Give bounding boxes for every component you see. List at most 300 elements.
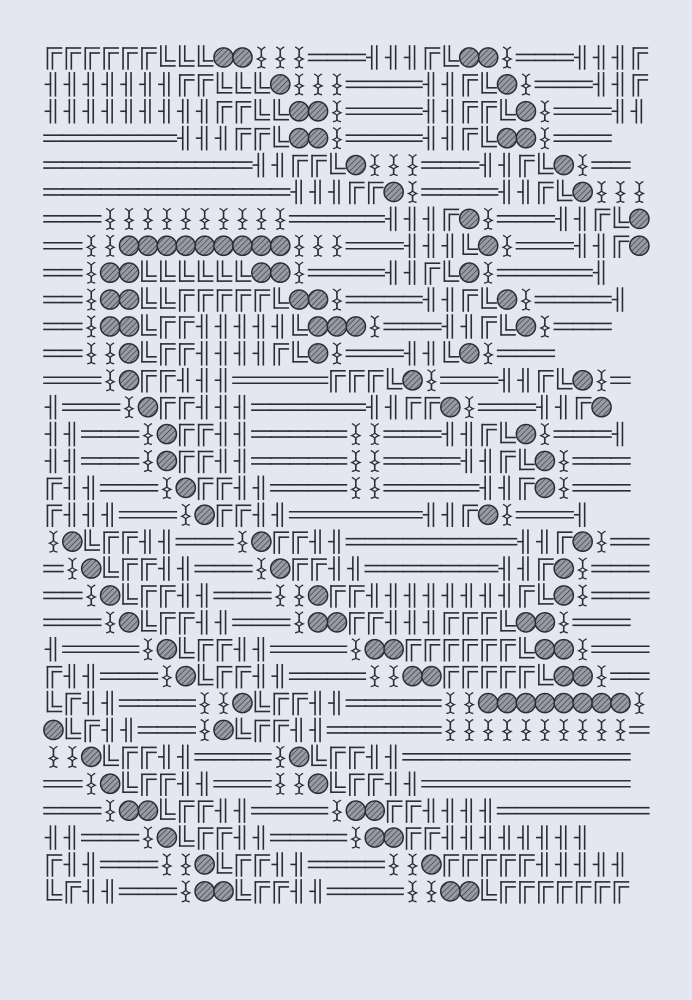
double-vertical-glyph bbox=[178, 584, 188, 607]
helix-glyph bbox=[163, 666, 171, 687]
double-horizontal-glyph bbox=[422, 781, 441, 787]
helix-glyph bbox=[201, 208, 209, 229]
double-horizontal-glyph bbox=[535, 243, 554, 249]
double-vertical-glyph bbox=[45, 450, 55, 473]
double-horizontal-glyph bbox=[195, 754, 214, 760]
hatched-disc-glyph bbox=[82, 747, 101, 766]
hatched-disc-glyph bbox=[573, 371, 592, 390]
double-horizontal-glyph bbox=[63, 270, 82, 276]
corner-top-left-glyph bbox=[350, 747, 364, 768]
corner-top-left-glyph bbox=[482, 855, 496, 876]
double-horizontal-glyph bbox=[233, 189, 252, 195]
double-vertical-glyph bbox=[499, 181, 509, 204]
hatched-disc-glyph bbox=[214, 882, 233, 901]
double-horizontal-glyph bbox=[384, 700, 403, 706]
corner-top-left-glyph bbox=[425, 398, 439, 419]
hatched-disc-glyph bbox=[195, 882, 214, 901]
double-horizontal-glyph bbox=[176, 162, 195, 168]
corner-top-left-glyph bbox=[274, 721, 288, 742]
helix-glyph bbox=[144, 451, 152, 472]
double-horizontal-glyph bbox=[460, 162, 479, 168]
double-vertical-glyph bbox=[442, 100, 452, 123]
hatched-disc-glyph bbox=[195, 236, 214, 255]
double-horizontal-glyph bbox=[120, 673, 139, 679]
corner-top-left-glyph bbox=[236, 102, 250, 123]
corner-top-left-glyph bbox=[539, 882, 553, 903]
double-horizontal-glyph bbox=[554, 808, 573, 814]
double-vertical-glyph bbox=[594, 73, 604, 96]
corner-top-left-glyph bbox=[180, 452, 194, 473]
corner-bottom-left-glyph bbox=[104, 557, 118, 577]
double-horizontal-glyph bbox=[422, 458, 441, 464]
corner-top-left-glyph bbox=[274, 532, 288, 553]
double-vertical-glyph bbox=[197, 315, 207, 338]
double-horizontal-glyph bbox=[384, 135, 403, 141]
double-horizontal-glyph bbox=[630, 646, 649, 652]
double-horizontal-glyph bbox=[101, 646, 120, 652]
double-horizontal-glyph bbox=[573, 619, 592, 625]
hatched-disc-glyph bbox=[119, 263, 138, 282]
hatched-disc-glyph bbox=[233, 693, 252, 712]
corner-bottom-left-glyph bbox=[104, 745, 118, 765]
double-vertical-glyph bbox=[45, 423, 55, 446]
double-vertical-glyph bbox=[423, 342, 433, 365]
corner-top-left-glyph bbox=[463, 640, 477, 661]
hatched-disc-glyph bbox=[290, 747, 309, 766]
double-horizontal-glyph bbox=[441, 458, 460, 464]
hatched-disc-glyph bbox=[138, 236, 157, 255]
double-vertical-glyph bbox=[537, 530, 547, 553]
double-vertical-glyph bbox=[64, 826, 74, 849]
double-horizontal-glyph bbox=[554, 81, 573, 87]
double-vertical-glyph bbox=[310, 692, 320, 715]
corner-bottom-left-glyph bbox=[123, 772, 137, 792]
corner-top-left-glyph bbox=[199, 478, 213, 499]
double-horizontal-glyph bbox=[101, 861, 120, 867]
double-horizontal-glyph bbox=[346, 350, 365, 356]
helix-glyph bbox=[295, 612, 303, 633]
double-horizontal-glyph bbox=[82, 835, 101, 841]
double-horizontal-glyph bbox=[611, 619, 630, 625]
double-vertical-glyph bbox=[159, 100, 169, 123]
corner-top-left-glyph bbox=[255, 882, 269, 903]
hatched-disc-glyph bbox=[290, 102, 309, 121]
double-horizontal-glyph bbox=[120, 861, 139, 867]
corner-top-left-glyph bbox=[577, 398, 591, 419]
corner-top-left-glyph bbox=[425, 640, 439, 661]
double-horizontal-glyph bbox=[346, 297, 365, 303]
double-horizontal-glyph bbox=[139, 512, 158, 518]
corner-top-left-glyph bbox=[520, 586, 534, 607]
double-horizontal-glyph bbox=[101, 458, 120, 464]
hatched-disc-glyph bbox=[573, 693, 592, 712]
helix-glyph bbox=[371, 155, 379, 176]
double-horizontal-glyph bbox=[139, 888, 158, 894]
corner-bottom-left-glyph bbox=[331, 154, 345, 174]
helix-glyph bbox=[579, 720, 587, 741]
double-horizontal-glyph bbox=[573, 135, 592, 141]
double-vertical-glyph bbox=[45, 73, 55, 96]
corner-top-left-glyph bbox=[180, 425, 194, 446]
double-vertical-glyph bbox=[556, 207, 566, 230]
helix-glyph bbox=[427, 370, 435, 391]
double-horizontal-glyph bbox=[422, 189, 441, 195]
double-vertical-glyph bbox=[253, 315, 263, 338]
double-vertical-glyph bbox=[253, 826, 263, 849]
double-horizontal-glyph bbox=[403, 512, 422, 518]
double-vertical-glyph bbox=[197, 611, 207, 634]
hatched-disc-glyph bbox=[365, 828, 384, 847]
double-vertical-glyph bbox=[234, 450, 244, 473]
double-vertical-glyph bbox=[83, 503, 93, 526]
double-horizontal-glyph bbox=[592, 297, 611, 303]
double-horizontal-glyph bbox=[592, 108, 611, 114]
corner-top-left-glyph bbox=[463, 290, 477, 311]
double-horizontal-glyph bbox=[290, 431, 309, 437]
double-vertical-glyph bbox=[197, 584, 207, 607]
double-vertical-glyph bbox=[480, 584, 490, 607]
corner-bottom-left-glyph bbox=[236, 880, 250, 900]
corner-top-left-glyph bbox=[66, 694, 80, 715]
double-vertical-glyph bbox=[423, 799, 433, 822]
double-vertical-glyph bbox=[64, 423, 74, 446]
double-horizontal-glyph bbox=[611, 458, 630, 464]
double-horizontal-glyph bbox=[82, 189, 101, 195]
double-horizontal-glyph bbox=[384, 108, 403, 114]
corner-top-left-glyph bbox=[85, 721, 99, 742]
corner-bottom-left-glyph bbox=[444, 46, 458, 66]
double-vertical-glyph bbox=[348, 557, 358, 580]
double-vertical-glyph bbox=[121, 73, 131, 96]
hatched-disc-glyph bbox=[308, 129, 327, 148]
double-horizontal-glyph bbox=[573, 431, 592, 437]
double-horizontal-glyph bbox=[517, 54, 536, 60]
double-vertical-glyph bbox=[405, 261, 415, 284]
hatched-disc-glyph bbox=[554, 586, 573, 605]
double-horizontal-glyph bbox=[139, 727, 158, 733]
helix-glyph bbox=[522, 720, 530, 741]
double-vertical-glyph bbox=[45, 638, 55, 661]
corner-top-left-glyph bbox=[142, 747, 156, 768]
double-horizontal-glyph bbox=[328, 835, 347, 841]
helix-glyph bbox=[333, 235, 341, 256]
corner-bottom-left-glyph bbox=[274, 288, 288, 308]
corner-top-left-glyph bbox=[482, 425, 496, 446]
corner-top-left-glyph bbox=[520, 855, 534, 876]
double-vertical-glyph bbox=[272, 315, 282, 338]
helix-glyph bbox=[390, 666, 398, 687]
double-horizontal-glyph bbox=[44, 781, 63, 787]
double-vertical-glyph bbox=[423, 73, 433, 96]
double-horizontal-glyph bbox=[630, 566, 649, 572]
corner-top-left-glyph bbox=[142, 586, 156, 607]
double-vertical-glyph bbox=[480, 799, 490, 822]
double-horizontal-glyph bbox=[290, 512, 309, 518]
corner-top-left-glyph bbox=[463, 613, 477, 634]
double-vertical-glyph bbox=[197, 369, 207, 392]
hatched-disc-glyph bbox=[308, 586, 327, 605]
corner-top-left-glyph bbox=[558, 532, 572, 553]
double-horizontal-glyph bbox=[403, 108, 422, 114]
double-horizontal-glyph bbox=[309, 404, 328, 410]
helix-glyph bbox=[503, 720, 511, 741]
double-horizontal-glyph bbox=[120, 189, 139, 195]
double-horizontal-glyph bbox=[517, 808, 536, 814]
double-vertical-glyph bbox=[423, 503, 433, 526]
double-horizontal-glyph bbox=[214, 189, 233, 195]
corner-top-left-glyph bbox=[218, 102, 232, 123]
double-vertical-glyph bbox=[442, 423, 452, 446]
double-horizontal-glyph bbox=[346, 54, 365, 60]
double-horizontal-glyph bbox=[403, 297, 422, 303]
corner-top-left-glyph bbox=[47, 478, 61, 499]
double-horizontal-glyph bbox=[82, 135, 101, 141]
corner-top-left-glyph bbox=[123, 747, 137, 768]
double-horizontal-glyph bbox=[195, 566, 214, 572]
helix-glyph bbox=[333, 343, 341, 364]
double-vertical-glyph bbox=[197, 396, 207, 419]
corner-top-left-glyph bbox=[350, 183, 364, 204]
double-horizontal-glyph bbox=[479, 754, 498, 760]
helix-glyph bbox=[295, 47, 303, 68]
double-horizontal-glyph bbox=[517, 781, 536, 787]
helix-glyph bbox=[409, 182, 417, 203]
corner-top-left-glyph bbox=[369, 613, 383, 634]
corner-top-left-glyph bbox=[407, 801, 421, 822]
helix-glyph bbox=[371, 666, 379, 687]
double-horizontal-glyph bbox=[611, 377, 630, 383]
corner-top-left-glyph bbox=[85, 48, 99, 69]
double-horizontal-glyph bbox=[63, 323, 82, 329]
hatched-disc-glyph bbox=[233, 48, 252, 67]
double-vertical-glyph bbox=[64, 100, 74, 123]
double-vertical-glyph bbox=[594, 853, 604, 876]
double-horizontal-glyph bbox=[592, 431, 611, 437]
hatched-disc-glyph bbox=[573, 182, 592, 201]
hatched-disc-glyph bbox=[346, 801, 365, 820]
corner-top-left-glyph bbox=[350, 586, 364, 607]
hatched-disc-glyph bbox=[214, 48, 233, 67]
double-vertical-glyph bbox=[178, 100, 188, 123]
hatched-disc-glyph bbox=[630, 236, 649, 255]
helix-glyph bbox=[106, 343, 114, 364]
double-horizontal-glyph bbox=[441, 485, 460, 491]
corner-top-left-glyph bbox=[47, 48, 61, 69]
double-vertical-glyph bbox=[461, 450, 471, 473]
corner-top-left-glyph bbox=[501, 452, 515, 473]
double-horizontal-glyph bbox=[328, 458, 347, 464]
helix-glyph bbox=[352, 827, 360, 848]
corner-top-left-glyph bbox=[199, 452, 213, 473]
hatched-disc-glyph bbox=[308, 613, 327, 632]
helix-glyph bbox=[579, 155, 587, 176]
helix-glyph bbox=[125, 397, 133, 418]
helix-glyph bbox=[144, 639, 152, 660]
corner-top-left-glyph bbox=[633, 48, 647, 69]
helix-glyph bbox=[295, 235, 303, 256]
double-horizontal-glyph bbox=[592, 808, 611, 814]
double-horizontal-glyph bbox=[630, 808, 649, 814]
corner-bottom-left-glyph bbox=[180, 46, 194, 66]
double-vertical-glyph bbox=[216, 423, 226, 446]
hatched-disc-glyph bbox=[327, 613, 346, 632]
double-horizontal-glyph bbox=[120, 135, 139, 141]
hatched-disc-glyph bbox=[119, 613, 138, 632]
hatched-disc-glyph bbox=[308, 344, 327, 363]
double-horizontal-glyph bbox=[422, 727, 441, 733]
double-horizontal-glyph bbox=[573, 754, 592, 760]
double-horizontal-glyph bbox=[120, 485, 139, 491]
double-horizontal-glyph bbox=[44, 297, 63, 303]
double-horizontal-glyph bbox=[422, 485, 441, 491]
double-horizontal-glyph bbox=[82, 458, 101, 464]
helix-glyph bbox=[446, 720, 454, 741]
double-horizontal-glyph bbox=[290, 458, 309, 464]
double-horizontal-glyph bbox=[517, 754, 536, 760]
helix-glyph bbox=[465, 693, 473, 714]
helix-glyph bbox=[560, 612, 568, 633]
double-vertical-glyph bbox=[234, 315, 244, 338]
hatched-disc-glyph bbox=[592, 693, 611, 712]
corner-bottom-left-glyph bbox=[444, 342, 458, 362]
corner-top-left-glyph bbox=[255, 290, 269, 311]
corner-top-left-glyph bbox=[218, 478, 232, 499]
double-horizontal-glyph bbox=[271, 808, 290, 814]
double-horizontal-glyph bbox=[82, 619, 101, 625]
helix-glyph bbox=[579, 639, 587, 660]
hatched-disc-glyph bbox=[101, 774, 120, 793]
double-horizontal-glyph bbox=[592, 485, 611, 491]
hatched-disc-glyph bbox=[101, 290, 120, 309]
corner-top-left-glyph bbox=[199, 640, 213, 661]
double-horizontal-glyph bbox=[44, 377, 63, 383]
double-vertical-glyph bbox=[386, 46, 396, 69]
double-vertical-glyph bbox=[253, 503, 263, 526]
double-vertical-glyph bbox=[45, 396, 55, 419]
hatched-disc-glyph bbox=[554, 693, 573, 712]
double-horizontal-glyph bbox=[422, 431, 441, 437]
double-horizontal-glyph bbox=[535, 297, 554, 303]
double-vertical-glyph bbox=[386, 772, 396, 795]
double-vertical-glyph bbox=[45, 826, 55, 849]
double-vertical-glyph bbox=[575, 826, 585, 849]
double-horizontal-glyph bbox=[554, 512, 573, 518]
double-horizontal-glyph bbox=[384, 566, 403, 572]
double-horizontal-glyph bbox=[139, 861, 158, 867]
double-vertical-glyph bbox=[102, 73, 112, 96]
double-horizontal-glyph bbox=[120, 458, 139, 464]
double-horizontal-glyph bbox=[630, 592, 649, 598]
double-vertical-glyph bbox=[140, 73, 150, 96]
double-vertical-glyph bbox=[329, 181, 339, 204]
corner-bottom-left-glyph bbox=[142, 315, 156, 335]
double-vertical-glyph bbox=[480, 154, 490, 177]
hatched-disc-glyph bbox=[441, 882, 460, 901]
double-horizontal-glyph bbox=[479, 377, 498, 383]
double-vertical-glyph bbox=[537, 826, 547, 849]
double-vertical-glyph bbox=[216, 396, 226, 419]
helix-glyph bbox=[295, 773, 303, 794]
double-vertical-glyph bbox=[83, 665, 93, 688]
double-vertical-glyph bbox=[575, 503, 585, 526]
double-horizontal-glyph bbox=[384, 539, 403, 545]
double-horizontal-glyph bbox=[233, 619, 252, 625]
double-horizontal-glyph bbox=[384, 297, 403, 303]
double-vertical-glyph bbox=[159, 530, 169, 553]
corner-bottom-left-glyph bbox=[255, 692, 269, 712]
double-horizontal-glyph bbox=[176, 539, 195, 545]
double-horizontal-glyph bbox=[346, 243, 365, 249]
double-horizontal-glyph bbox=[498, 754, 517, 760]
double-horizontal-glyph bbox=[592, 162, 611, 168]
hatched-disc-glyph bbox=[497, 290, 516, 309]
double-horizontal-glyph bbox=[63, 243, 82, 249]
hatched-disc-glyph bbox=[441, 398, 460, 417]
corner-top-left-glyph bbox=[274, 344, 288, 365]
double-vertical-glyph bbox=[594, 234, 604, 257]
double-horizontal-glyph bbox=[328, 861, 347, 867]
helix-glyph bbox=[390, 155, 398, 176]
double-horizontal-glyph bbox=[573, 808, 592, 814]
helix-glyph bbox=[87, 343, 95, 364]
double-vertical-glyph bbox=[216, 611, 226, 634]
helix-glyph bbox=[106, 612, 114, 633]
helix-glyph bbox=[220, 208, 228, 229]
hatched-disc-glyph bbox=[479, 236, 498, 255]
corner-bottom-left-glyph bbox=[558, 181, 572, 201]
corner-top-left-glyph bbox=[350, 774, 364, 795]
helix-glyph bbox=[276, 773, 284, 794]
double-horizontal-glyph bbox=[214, 566, 233, 572]
double-vertical-glyph bbox=[575, 207, 585, 230]
helix-glyph bbox=[541, 424, 549, 445]
double-vertical-glyph bbox=[518, 826, 528, 849]
double-horizontal-glyph bbox=[365, 539, 384, 545]
corner-top-left-glyph bbox=[218, 640, 232, 661]
double-vertical-glyph bbox=[461, 799, 471, 822]
corner-top-left-glyph bbox=[236, 855, 250, 876]
hatched-disc-glyph bbox=[138, 398, 157, 417]
double-vertical-glyph bbox=[367, 396, 377, 419]
hatched-disc-glyph bbox=[516, 613, 535, 632]
double-vertical-glyph bbox=[102, 100, 112, 123]
corner-top-left-glyph bbox=[539, 371, 553, 392]
double-horizontal-glyph bbox=[384, 458, 403, 464]
double-horizontal-glyph bbox=[630, 539, 649, 545]
corner-top-left-glyph bbox=[444, 613, 458, 634]
double-horizontal-glyph bbox=[176, 189, 195, 195]
corner-top-left-glyph bbox=[425, 828, 439, 849]
helix-glyph bbox=[144, 424, 152, 445]
double-horizontal-glyph bbox=[328, 54, 347, 60]
hatched-disc-glyph bbox=[535, 613, 554, 632]
double-horizontal-glyph bbox=[44, 323, 63, 329]
double-horizontal-glyph bbox=[573, 781, 592, 787]
double-horizontal-glyph bbox=[271, 458, 290, 464]
helix-glyph bbox=[635, 182, 643, 203]
helix-glyph bbox=[144, 208, 152, 229]
double-horizontal-glyph bbox=[365, 243, 384, 249]
corner-top-left-glyph bbox=[47, 505, 61, 526]
double-vertical-glyph bbox=[64, 503, 74, 526]
helix-glyph bbox=[163, 208, 171, 229]
double-horizontal-glyph bbox=[346, 216, 365, 222]
hatched-disc-glyph bbox=[573, 667, 592, 686]
double-vertical-glyph bbox=[83, 100, 93, 123]
hatched-disc-glyph bbox=[233, 236, 252, 255]
double-vertical-glyph bbox=[518, 181, 528, 204]
double-vertical-glyph bbox=[612, 423, 622, 446]
